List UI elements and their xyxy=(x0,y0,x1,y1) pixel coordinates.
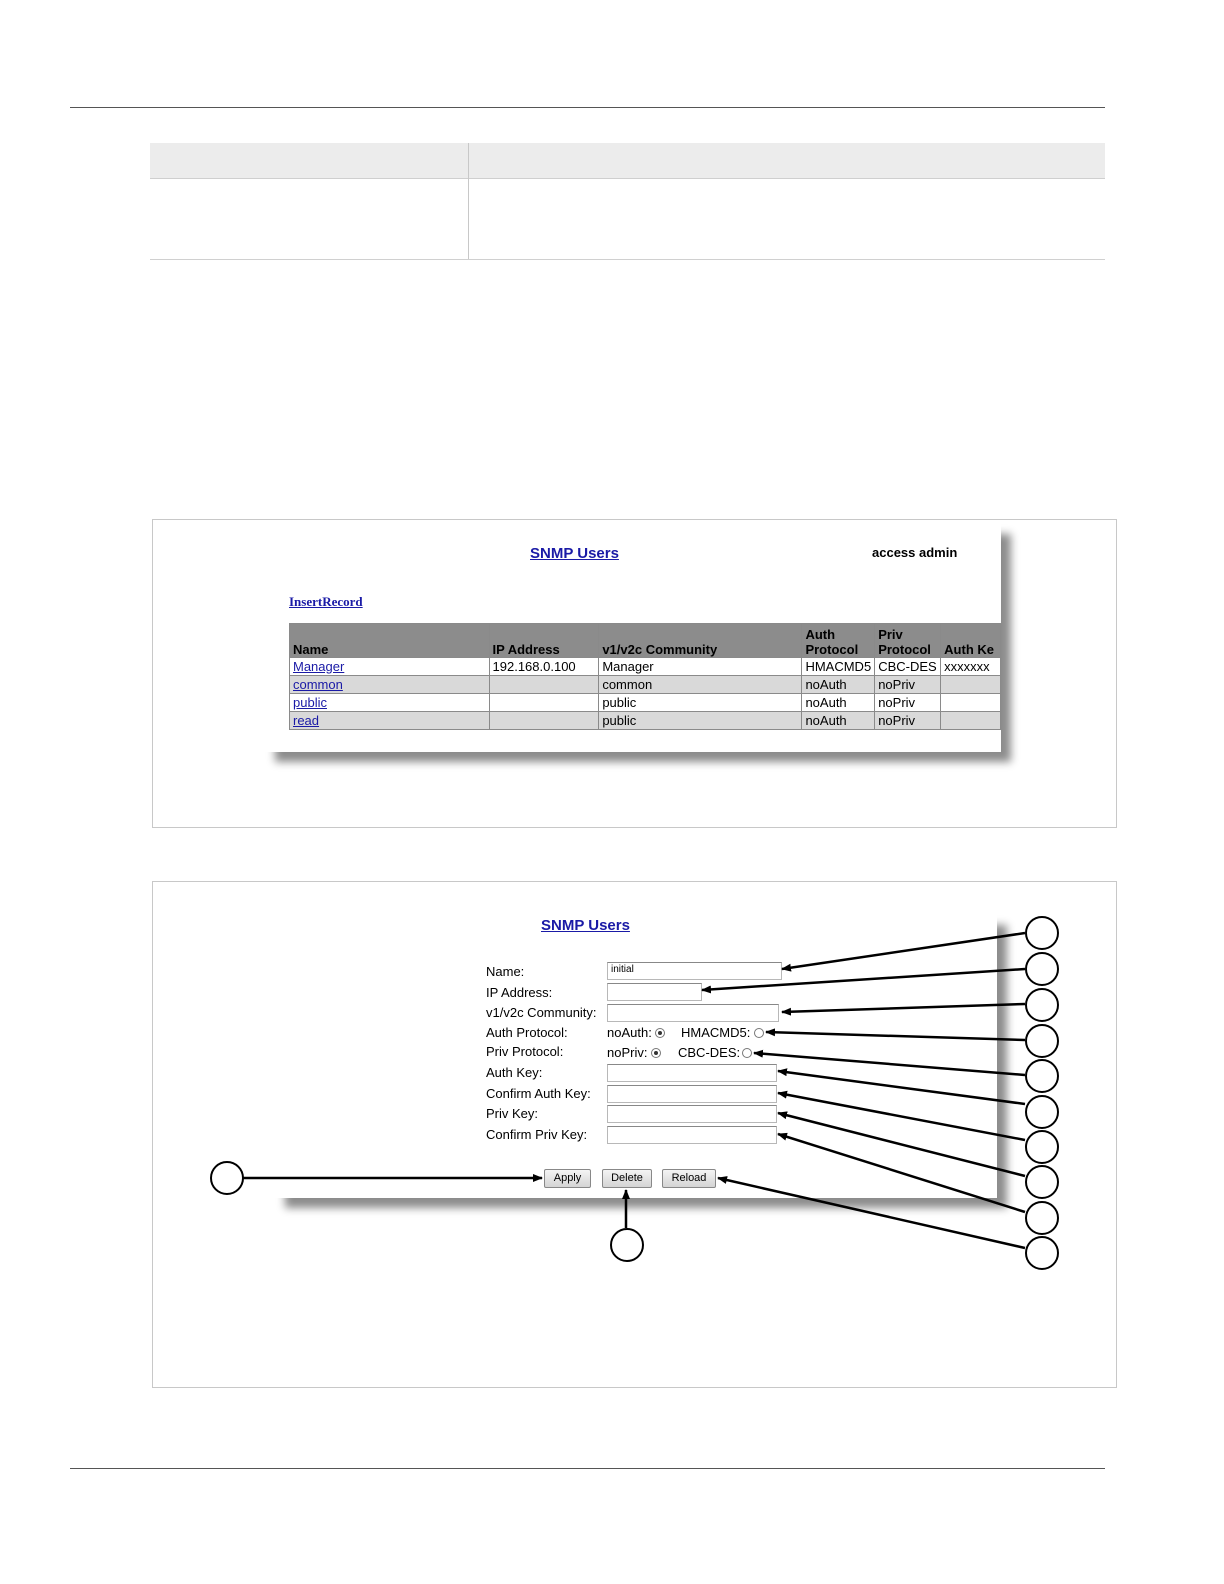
auth-key-label: Auth Key: xyxy=(486,1065,543,1080)
cell-authkey: xxxxxxx xyxy=(941,658,1001,676)
cell-community: common xyxy=(599,676,802,694)
cell-auth: noAuth xyxy=(802,694,875,712)
callout-7 xyxy=(1025,1130,1059,1164)
arrow-4 xyxy=(766,1032,1025,1040)
callout-10 xyxy=(1025,1236,1059,1270)
user-link-public[interactable]: public xyxy=(293,695,327,710)
cell-auth: noAuth xyxy=(802,712,875,730)
priv-key-label: Priv Key: xyxy=(486,1106,539,1121)
callout-1 xyxy=(1025,916,1059,950)
ip-address-label: IP Address: xyxy=(486,985,553,1000)
callout-6 xyxy=(1025,1095,1059,1129)
cell-community: Manager xyxy=(599,658,802,676)
noauth-label: noAuth: xyxy=(607,1025,652,1040)
arrow-1 xyxy=(782,933,1025,969)
access-level: access admin xyxy=(872,545,958,560)
cbc-des-label: CBC-DES: xyxy=(678,1045,741,1060)
cell-community: public xyxy=(599,694,802,712)
cell-priv: noPriv xyxy=(875,676,941,694)
user-link-read[interactable]: read xyxy=(293,713,320,728)
name-label: Name: xyxy=(486,964,525,979)
callout-4 xyxy=(1025,1024,1059,1058)
cell-priv: noPriv xyxy=(875,694,941,712)
nopriv-label: noPriv: xyxy=(607,1045,648,1060)
snmp-users-title-link[interactable]: SNMP Users xyxy=(530,545,619,562)
col-auth-key: Auth Ke xyxy=(941,624,1001,658)
cell-ip: 192.168.0.100 xyxy=(489,658,599,676)
name-field[interactable]: initial xyxy=(607,962,782,980)
user-link-common[interactable]: common xyxy=(293,677,343,692)
callout-delete xyxy=(610,1228,644,1262)
col-ip-address: IP Address xyxy=(489,624,599,658)
arrow-5 xyxy=(754,1053,1025,1075)
col-auth-protocol-label: Auth Protocol xyxy=(805,627,859,657)
community-label: v1/v2c Community: xyxy=(486,1005,597,1020)
confirm-priv-key-label: Confirm Priv Key: xyxy=(486,1127,588,1142)
col-name: Name xyxy=(290,624,490,658)
form-title-link[interactable]: SNMP Users xyxy=(541,917,630,934)
priv-protocol-label: Priv Protocol: xyxy=(486,1044,564,1059)
callout-8 xyxy=(1025,1165,1059,1199)
apply-button[interactable]: Apply xyxy=(544,1169,591,1188)
col-priv-protocol-label: Priv Protocol xyxy=(878,627,931,657)
col-community: v1/v2c Community xyxy=(599,624,802,658)
reload-button[interactable]: Reload xyxy=(662,1169,716,1188)
callout-9 xyxy=(1025,1201,1059,1235)
callout-apply xyxy=(210,1161,244,1195)
cell-community: public xyxy=(599,712,802,730)
cell-priv: noPriv xyxy=(875,712,941,730)
cell-auth: noAuth xyxy=(802,676,875,694)
user-link-manager[interactable]: Manager xyxy=(293,659,345,674)
delete-button[interactable]: Delete xyxy=(602,1169,652,1188)
hmacmd5-label: HMACMD5: xyxy=(681,1025,751,1040)
insert-record-link[interactable]: InsertRecord xyxy=(289,594,363,609)
callout-3 xyxy=(1025,988,1059,1022)
cell-auth: HMACMD5 xyxy=(802,658,875,676)
cell-priv: CBC-DES xyxy=(875,658,941,676)
arrow-2 xyxy=(702,969,1025,990)
confirm-auth-key-label: Confirm Auth Key: xyxy=(486,1086,591,1101)
callout-2 xyxy=(1025,952,1059,986)
callout-5 xyxy=(1025,1059,1059,1093)
arrow-3 xyxy=(782,1004,1025,1012)
arrow-10 xyxy=(718,1178,1025,1248)
auth-protocol-label: Auth Protocol: xyxy=(486,1025,568,1040)
